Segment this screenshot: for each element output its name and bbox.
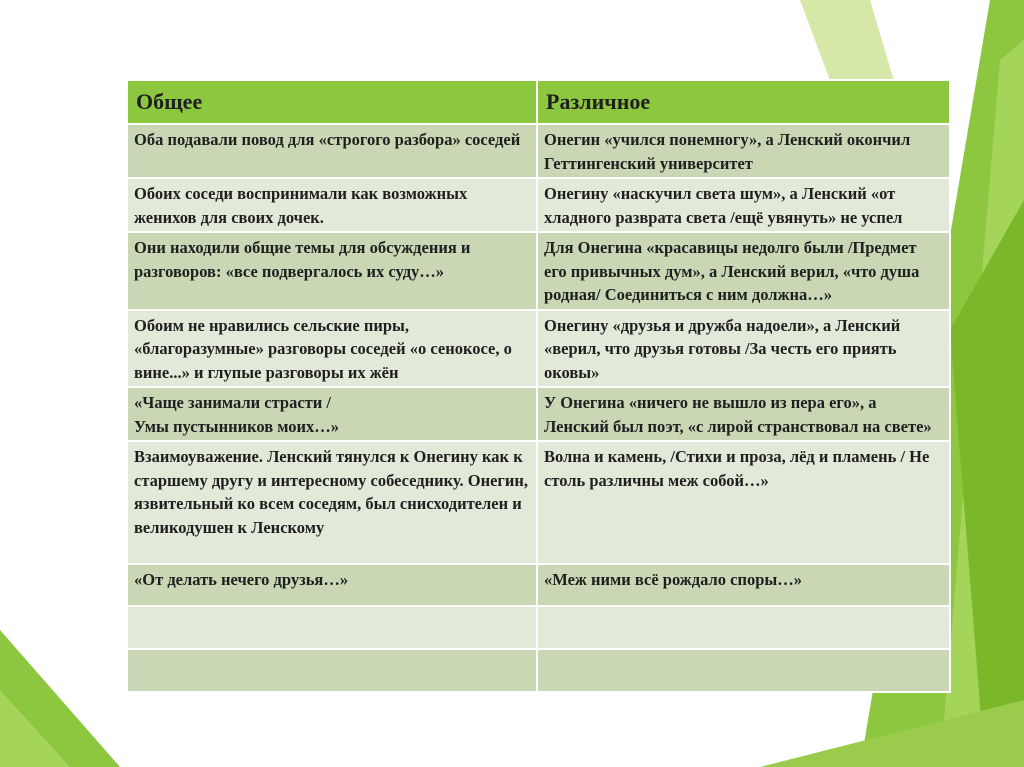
cell-common: «От делать нечего друзья…» — [127, 564, 537, 606]
comparison-table — [126, 79, 951, 693]
table-row — [127, 564, 950, 606]
cell-different: Для Онегина «красавицы недолго были /Предмет его привычных дум», а Ленский верил, «что душа родная/ Соединиться с ним должна…» — [537, 232, 950, 310]
cell-different: Онегин «учился понемногу», а Ленский окончил Геттингенский университет — [537, 124, 950, 178]
table-row — [127, 310, 950, 388]
table-row — [127, 441, 950, 564]
cell-common: Обоим не нравились сельские пиры, «благоразумные» разговоры соседей «о сенокосе, о вине...» и глупые разговоры их жён — [127, 310, 537, 388]
table-row — [127, 178, 950, 232]
header-different: Различное — [537, 80, 950, 124]
header-common: Общее — [127, 80, 537, 124]
cell-common — [127, 649, 537, 692]
cell-common: Они находили общие темы для обсуждения и разговоров: «все подвергалось их суду…» — [127, 232, 537, 310]
cell-common: Оба подавали повод для «строгого разбора» соседей — [127, 124, 537, 178]
table-row — [127, 232, 950, 310]
table-row — [127, 606, 950, 649]
table-header-row — [127, 80, 950, 124]
cell-common: «Чаще занимали страсти / Умы пустынников моих…» — [127, 387, 537, 441]
table-row — [127, 387, 950, 441]
cell-different: Онегину «наскучил света шум», а Ленский «от хладного разврата света /ещё увянуть» не успел — [537, 178, 950, 232]
table-row — [127, 649, 950, 692]
cell-common — [127, 606, 537, 649]
comparison-table-container — [126, 79, 949, 749]
cell-different — [537, 606, 950, 649]
cell-different — [537, 649, 950, 692]
cell-different: У Онегина «ничего не вышло из пера его», а Ленский был поэт, «с лирой странствовал на свете» — [537, 387, 950, 441]
cell-different: Волна и камень, /Стихи и проза, лёд и пламень / Не столь различны меж собой…» — [537, 441, 950, 564]
cell-different: Онегину «друзья и дружба надоели», а Ленский «верил, что друзья готовы /За честь его приять оковы» — [537, 310, 950, 388]
cell-different: «Меж ними всё рождало споры…» — [537, 564, 950, 606]
cell-common: Обоих соседи воспринимали как возможных женихов для своих дочек. — [127, 178, 537, 232]
cell-common: Взаимоуважение. Ленский тянулся к Онегину как к старшему другу и интересному собеседнику. Онегин, язвительный ко всем соседям, был снисходителен и великодушен к Ленскому — [127, 441, 537, 564]
table-row — [127, 124, 950, 178]
